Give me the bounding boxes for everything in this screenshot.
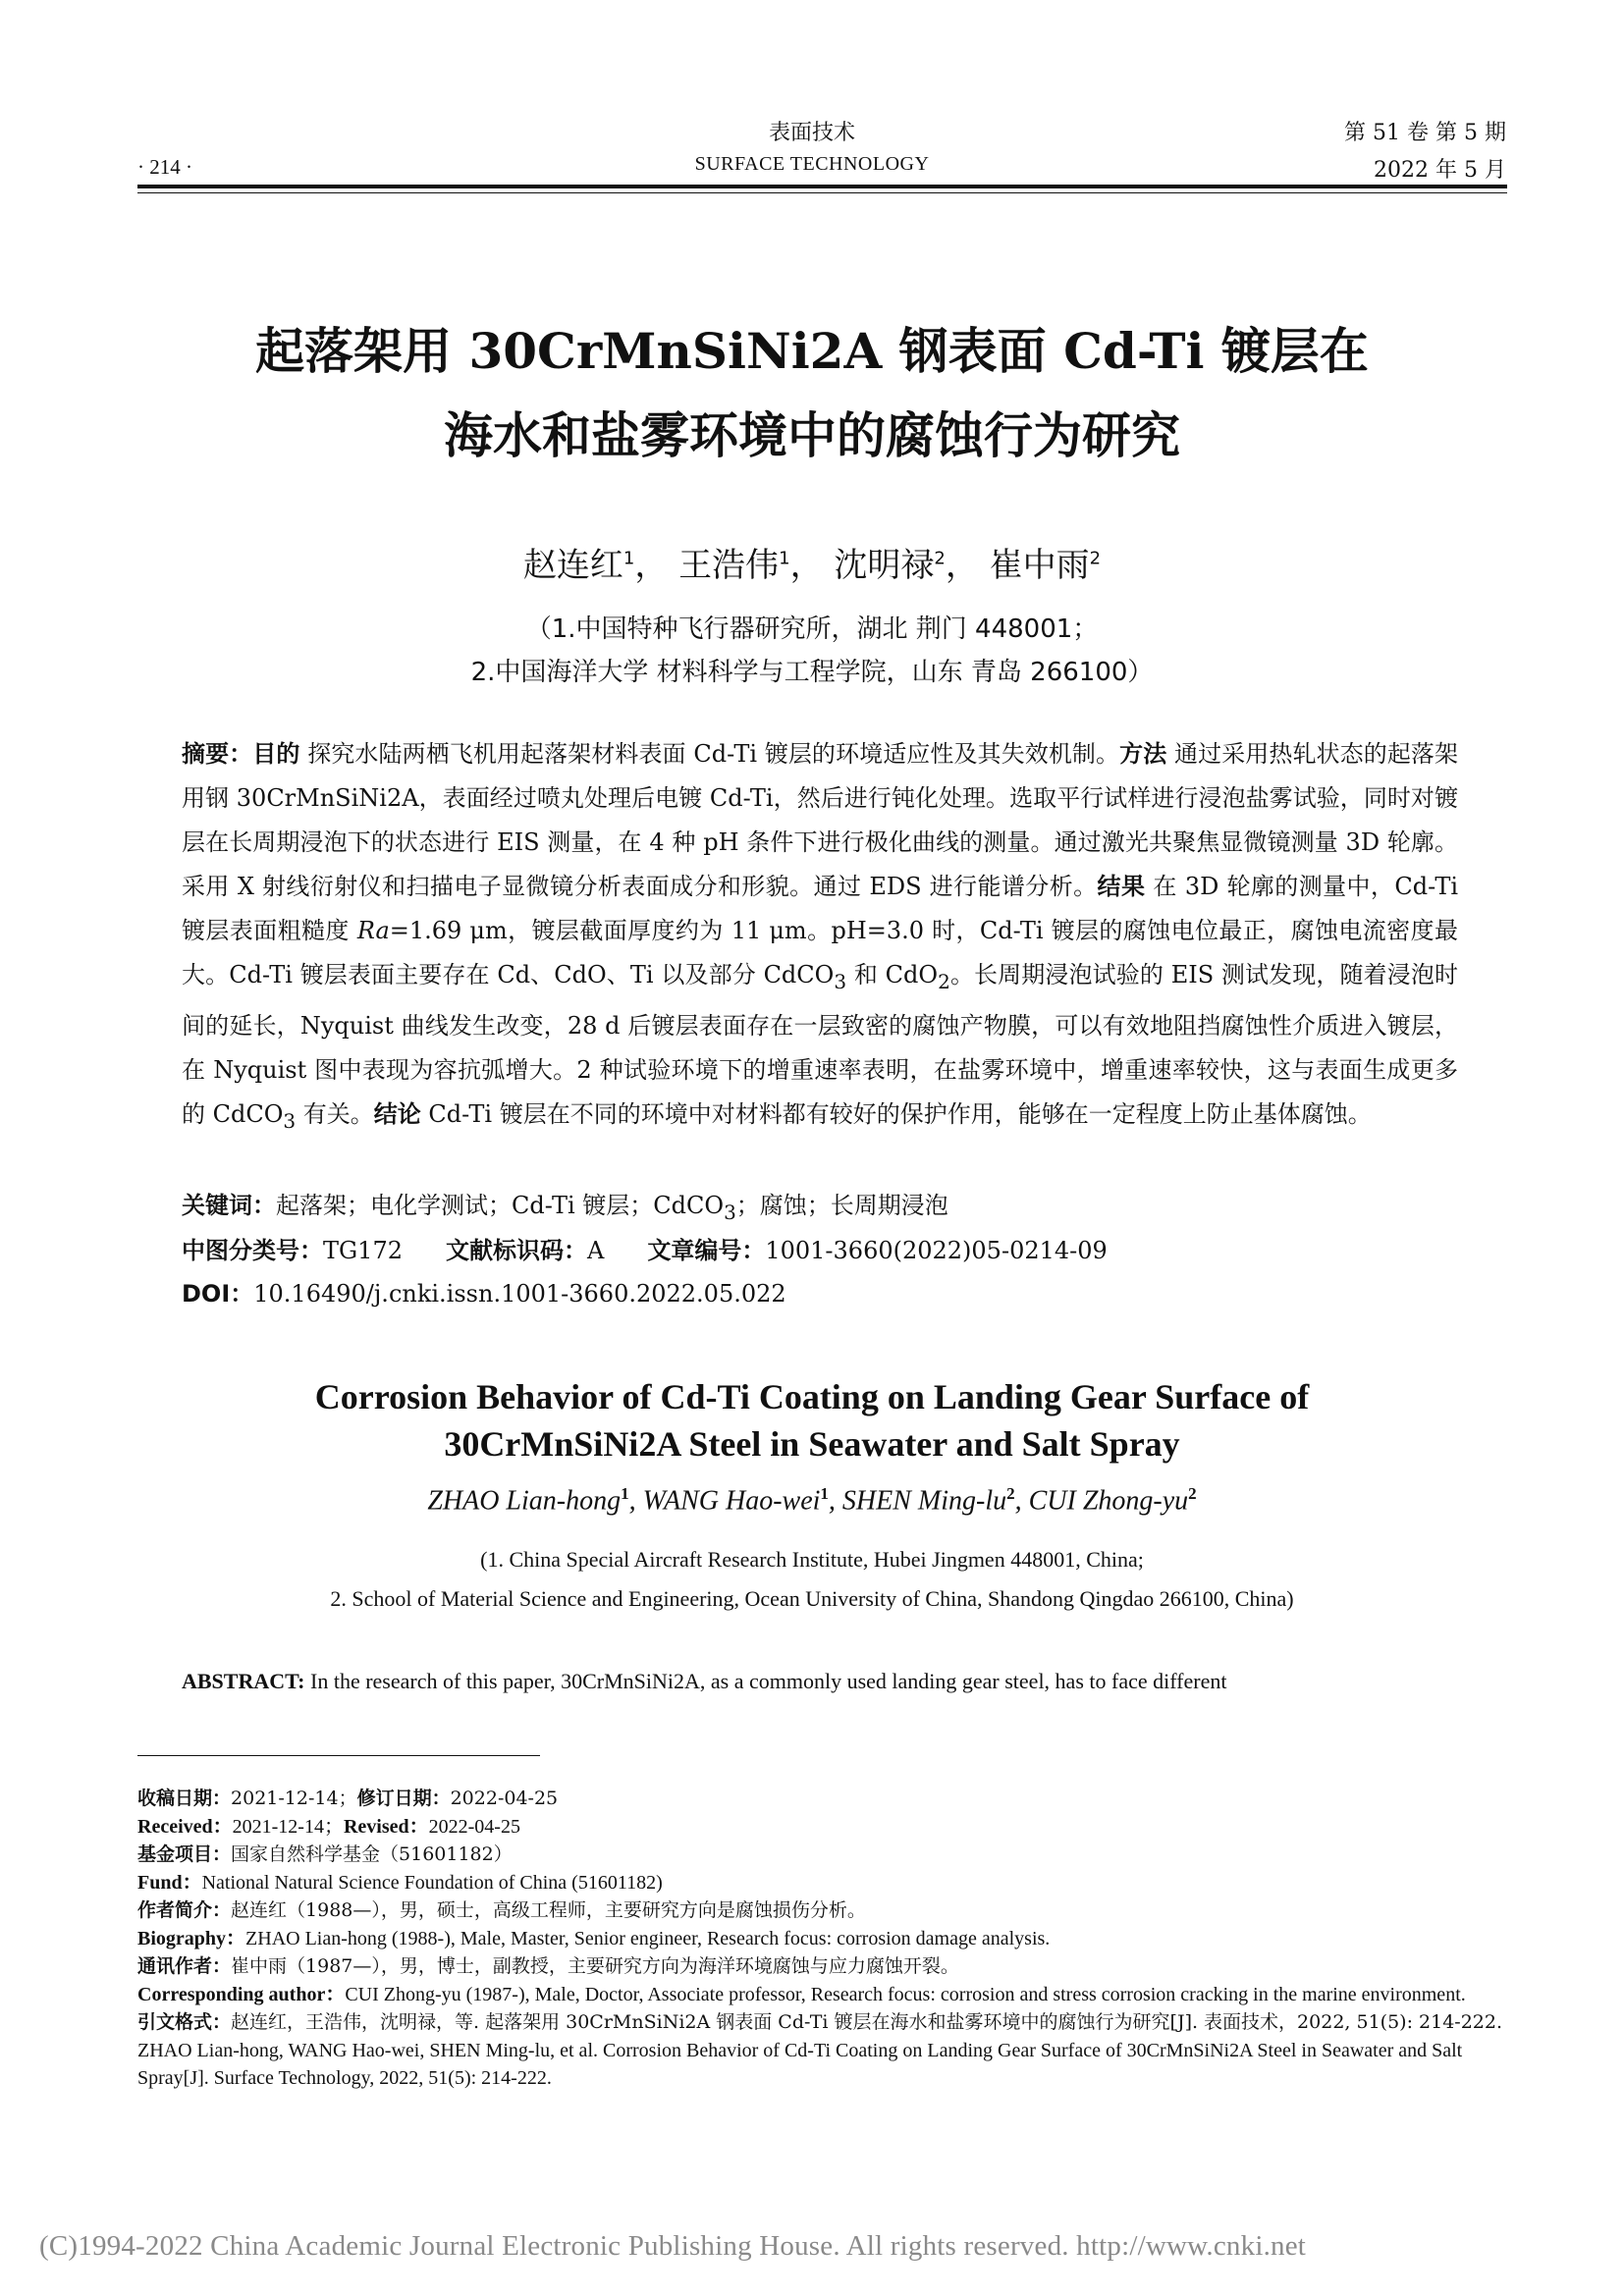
bio-en	[137, 1925, 1507, 1953]
corresponding-cn-label: 通讯作者：	[137, 1955, 232, 1977]
keywords	[182, 1186, 1458, 1224]
subscript: 2	[938, 969, 950, 993]
citation-cn-value: 赵连红，王浩伟，沈明禄，等. 起落架用 30CrMnSiNi2A 钢表面 Cd-Ti 镀层在海水和盐雾环境中的腐蚀行为研究[J]. 表面技术，2022, 51(5): 214-222.	[231, 2011, 1503, 2033]
roughness-symbol: Ra	[356, 917, 390, 944]
keywords-text: 起落架；电化学测试；Cd-Ti 镀层；CdCO	[276, 1192, 725, 1219]
journal-title-cn: 表面技术	[768, 121, 855, 145]
title-en-line1: Corrosion Behavior of Cd-Ti Coating on Landing Gear Surface of	[314, 1377, 1310, 1416]
subscript: 3	[834, 969, 847, 993]
author-affil-mark: 2	[934, 548, 946, 569]
received-en-label: Received：	[137, 1815, 233, 1838]
title-cn-line2: 海水和盐雾环境中的腐蚀行为研究	[444, 406, 1180, 464]
citation-en: ZHAO Lian-hong, WANG Hao-wei, SHEN Ming-lu, et al. Corrosion Behavior of Cd-Ti Coating on Landing Gear Surface of 30CrMnSiNi2A Steel in Seawater and Salt Spray[J]. Surface Technology, 2022, 51(5): 214-222.	[137, 2039, 1463, 2089]
result-text: 。长周期浸泡试验的 EIS 测试发现，随着浸泡时间的延长，Nyquist 曲线发生改变，28 d 后镀层表面存在一层致密的腐蚀产物膜，可以有效地阻挡腐蚀性介质进入镀层，在 Nyquist 图中表现为容抗弧增大。2 种试验环境下的增重速率表明，在盐雾环境中，增重速率较快，这与表面生成更多的 CdCO	[182, 961, 1458, 1128]
author-name: 王浩伟	[678, 546, 780, 585]
keywords-label: 关键词：	[182, 1192, 276, 1219]
footnote-rule	[137, 1755, 540, 1756]
conclusion-label: 结论	[373, 1099, 421, 1128]
authors-en	[0, 1484, 1624, 1517]
result-text: =1.69 μm，镀层截面厚度约为 11 μm。pH=3.0 时，Cd-Ti 镀层的腐蚀电位最正，腐蚀电流密度最大。Cd-Ti 镀层表面主要存在 Cd、CdO、Ti 以及部分 CdCO	[182, 917, 1458, 988]
author-name: CUI Zhong-yu	[1028, 1485, 1189, 1517]
author-affil-mark: 2	[1188, 1484, 1197, 1503]
abstract-en	[182, 1669, 1468, 1694]
author-separator: ，	[634, 546, 669, 585]
result-label: 结果	[1097, 873, 1146, 900]
purpose-label: 目的	[252, 740, 300, 768]
abstract-cn-label: 摘要：	[182, 740, 253, 768]
fund-en-label: Fund：	[137, 1871, 202, 1894]
article-no-label: 文章编号：	[647, 1237, 766, 1264]
subscript: 3	[283, 1108, 297, 1133]
author-name: 沈明禄	[834, 546, 935, 585]
revised-en-label: Revised：	[343, 1815, 429, 1838]
author-affil-mark: 1	[621, 1484, 629, 1503]
footnotes	[137, 1785, 1507, 2093]
author-affil-mark: 1	[623, 548, 635, 569]
author-separator: ,	[1014, 1485, 1029, 1517]
revised-cn-label: 修订日期：	[356, 1788, 451, 1809]
author-affil-mark: 1	[820, 1484, 829, 1503]
conclusion-text: Cd-Ti 镀层在不同的环境中对材料都有较好的保护作用，能够在一定程度上防止基体腐蚀。	[420, 1099, 1372, 1128]
doc-code-value: A	[587, 1237, 605, 1264]
clc-label: 中图分类号：	[182, 1237, 323, 1264]
method-text: 通过采用热轧状态的起落架用钢 30CrMnSiNi2A，表面经过喷丸处理后电镀 Cd-Ti，然后进行钝化处理。选取平行试样进行浸泡盐雾试验，同时对镀层在长周期浸泡下的状态进行 EIS 测量，在 4 种 pH 条件下进行极化曲线的测量。通过激光共聚焦显微镜测量 3D 轮廓。采用 X 射线衍射仪和扫描电子显微镜分析表面成分和形貌。通过 EDS 进行能谱分析。	[182, 740, 1459, 900]
author-separator: ,	[628, 1485, 643, 1517]
fund-en	[137, 1869, 1507, 1897]
bio-cn	[137, 1896, 1507, 1925]
copyright-notice: (C)1994-2022 China Academic Journal Electronic Publishing House. All rights reserved. http://www.cnki.net	[39, 2230, 1307, 2262]
method-label: 方法	[1119, 740, 1167, 768]
corresponding-en-label: Corresponding author：	[137, 1983, 346, 2005]
received-en	[137, 1813, 1507, 1842]
abstract-en-text: In the research of this paper, 30CrMnSiNi2A, as a commonly used landing gear steel, has to face different	[304, 1669, 1227, 1693]
abstract-cn	[182, 732, 1458, 1144]
result-text: 和 CdO	[846, 961, 939, 988]
author-name: ZHAO Lian-hong	[427, 1485, 622, 1517]
abstract-en-label: ABSTRACT:	[182, 1669, 305, 1693]
issue-date: 2022 年 5 月	[1374, 158, 1506, 183]
volume-issue: 第 51 卷 第 5 期	[1344, 121, 1506, 145]
author-name: 崔中雨	[989, 546, 1090, 585]
author-name: WANG Hao-wei	[642, 1485, 821, 1517]
purpose-text: 探究水陆两栖飞机用起落架材料表面 Cd-Ti 镀层的环境适应性及其失效机制。	[299, 740, 1120, 768]
fund-cn-label: 基金项目：	[137, 1843, 232, 1865]
header-rule-thin	[137, 192, 1507, 193]
corresponding-cn	[137, 1952, 1507, 1981]
title-en-line2: 30CrMnSiNi2A Steel in Seawater and Salt Spray	[444, 1424, 1180, 1464]
affiliation-en-2: 2. School of Material Science and Engineering, Ocean University of China, Shandong Qingdao 266100, China)	[330, 1586, 1294, 1611]
author-affil-mark: 2	[1089, 548, 1102, 569]
received-cn-label: 收稿日期：	[137, 1788, 232, 1809]
author-separator: ,	[828, 1485, 842, 1517]
header-rule	[137, 185, 1507, 188]
author-separator: ，	[945, 546, 979, 585]
journal-title-en: SURFACE TECHNOLOGY	[694, 153, 930, 175]
fund-cn-value: 国家自然科学基金（51601182）	[231, 1843, 513, 1865]
article-no-value: 1001-3660(2022)05-0214-09	[765, 1237, 1108, 1264]
affiliation-cn-1: （1.中国特种飞行器研究所，湖北 荆门 448001；	[525, 614, 1099, 644]
bio-cn-label: 作者简介：	[137, 1899, 232, 1921]
received-cn-value: 2021-12-14；	[231, 1788, 357, 1809]
citation-cn-label: 引文格式：	[137, 2011, 232, 2033]
affiliation-en-1: (1. China Special Aircraft Research Institute, Hubei Jingmen 448001, China;	[480, 1547, 1144, 1572]
author-separator: ，	[789, 546, 824, 585]
received-cn	[137, 1785, 1507, 1813]
page-number: · 214 ·	[137, 155, 192, 179]
bio-en-label: Biography：	[137, 1927, 246, 1949]
keywords-text: ；腐蚀；长周期浸泡	[735, 1192, 948, 1219]
revised-en-value: 2022-04-25	[428, 1815, 520, 1838]
corresponding-cn-value: 崔中雨（1987—），男，博士，副教授，主要研究方向为海洋环境腐蚀与应力腐蚀开裂。	[231, 1955, 959, 1977]
citation-cn	[137, 2008, 1507, 2037]
doi-line	[182, 1274, 1458, 1308]
corresponding-en	[137, 1981, 1507, 2009]
author-name: 赵连红	[522, 546, 623, 585]
result-text: 在 3D 轮廓的测量中，Cd-Ti 镀层表面粗糙度	[182, 873, 1459, 944]
bio-cn-value: 赵连红（1988—），男，硕士，高级工程师，主要研究方向是腐蚀损伤分析。	[231, 1899, 866, 1921]
bio-en-value: ZHAO Lian-hong (1988-), Male, Master, Senior engineer, Research focus: corrosion damage analysis.	[245, 1927, 1051, 1949]
doi-label: DOI：	[182, 1280, 254, 1308]
fund-en-value: National Natural Science Foundation of China (51601182)	[201, 1871, 663, 1894]
fund-cn	[137, 1841, 1507, 1869]
author-affil-mark: 1	[779, 548, 790, 569]
title-cn-line1: 起落架用 30CrMnSiNi2A 钢表面 Cd-Ti 镀层在	[255, 322, 1369, 380]
author-affil-mark: 2	[1006, 1484, 1015, 1503]
doc-code-label: 文献标识码：	[446, 1237, 587, 1264]
author-name: SHEN Ming-lu	[841, 1485, 1007, 1517]
subscript: 3	[724, 1200, 736, 1224]
affiliation-cn-2: 2.中国海洋大学 材料科学与工程学院，山东 青岛 266100）	[470, 658, 1154, 687]
clc-value: TG172	[323, 1237, 403, 1264]
revised-cn-value: 2022-04-25	[450, 1788, 559, 1809]
doi-value: 10.16490/j.cnki.issn.1001-3660.2022.05.022	[253, 1280, 786, 1308]
authors-cn	[0, 538, 1624, 586]
classification-line	[182, 1231, 1458, 1265]
result-text: 有关。	[296, 1099, 374, 1128]
corresponding-en-value: CUI Zhong-yu (1987-), Male, Doctor, Associate professor, Research focus: corrosion and stress corrosion cracking in the marine environment.	[345, 1983, 1466, 2005]
received-en-value: 2021-12-14；	[232, 1815, 344, 1838]
